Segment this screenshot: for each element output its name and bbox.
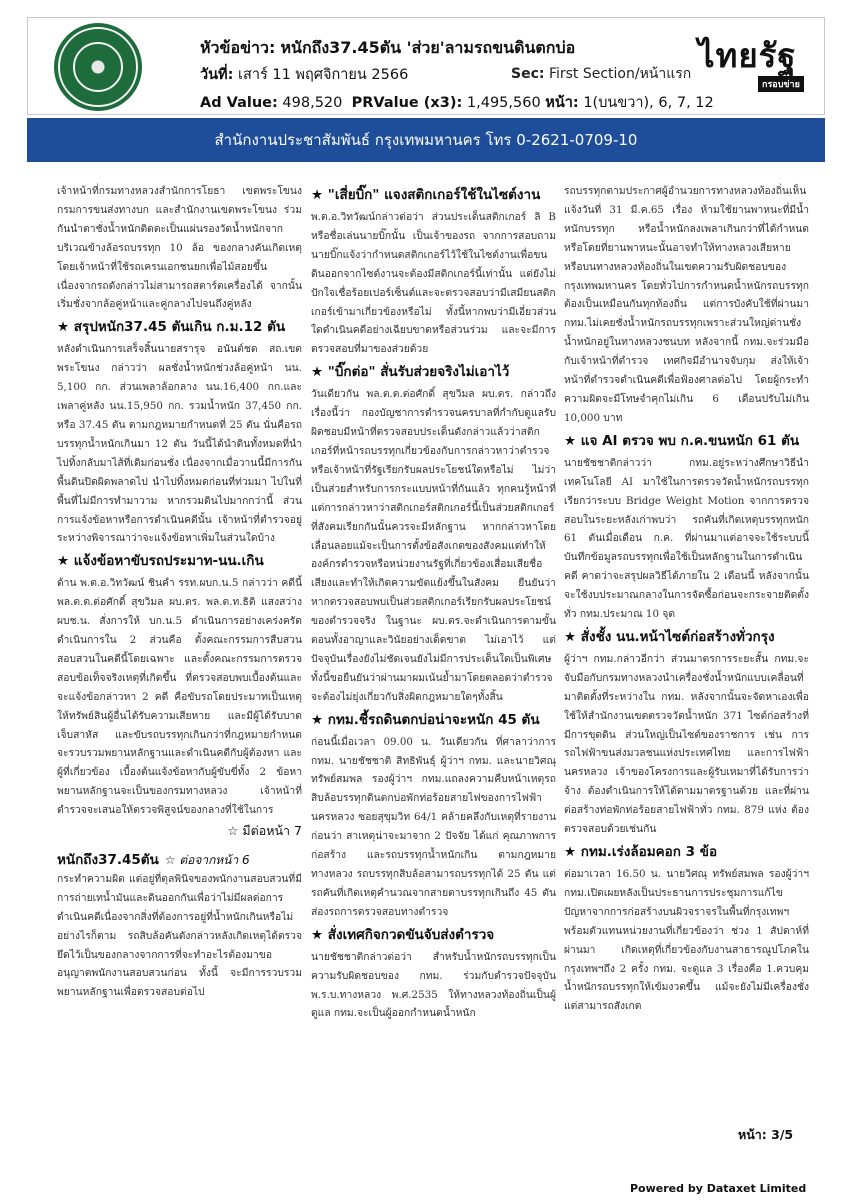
ad-value: 498,520 — [282, 95, 343, 111]
paragraph: ผู้ว่าฯ กทม.กล่าวอีกว่า ส่วนมาตรการระยะสั้น กทม.จะจับมือกับกรมทางหลวงนำเครื่องชั่งน้ำหนักแบบเคลื่อนที่มาติดตั้งที่ระหว่างใน กทม. หลังจากนั้นจะจัดหาเองเพื่อใช้ให้สำนักงานเขตตรวจวัดน้ำหนัก 371 ไซต์ก่อสร้างที่มีการขุดดิน ส่วนใหญ่เป็นไซต์ของราชการ เช่น การรถไฟฟ้าขนส่งมวลชนแห่งประเทศไทย และการไฟฟ้านครหลวง เจ้าของโครงการและผู้รับเหมาที่ได้รับการว่าจ้าง ต้องดำเนินการให้ได้ตามมาตรฐานด้วย และที่ผ่านต่อสร้างท่อพักท่อร้อยสายไฟฟ้าทั่ว กทม. 879 แห่ง ต้องตรวจสอบด้วยเช่นกัน — [564, 652, 809, 836]
article-column-2 — [311, 182, 556, 1023]
page-list: 1(บนขวา), 6, 7, 12 — [583, 95, 714, 111]
jump-heading: หนักถึง37.45ตัน ☆ ต่อจากหน้า 6 — [57, 852, 250, 868]
paragraph: ต่อมาเวลา 16.50 น. นายวิศณุ ทรัพย์สมพล รองผู้ว่าฯ กทม.เปิดเผยหลังเป็นประธานการประชุมการแก้ไขปัญหาจากการก่อสร้างบนผิวจราจรในพื้นที่กรุงเทพฯ พร้อมตัวแทนหน่วยงานที่เกี่ยวข้องว่า ช่วง 1 สัปดาห์ที่ผ่านมา เกิดเหตุที่เกี่ยวข้องกับงานสาธารณูปโภคในกรุงเทพฯถึง 2 ครั้ง กทม. จะดูแล 3 เรื่องคือ 1.ควบคุมน้ำหนักรถบรรทุกให้เข้มงวดขึ้น แม้จะยังไม่มีเครื่องชั่งแต่สามารถสังเกต — [564, 868, 809, 1013]
subheading: ★ สรุปหนัก37.45 ตันเกิน ก.ม.12 ตัน — [57, 319, 286, 336]
subheading: ★ แจ AI ตรวจ พบ ก.ค.ขนหนัก 61 ตัน — [564, 432, 800, 449]
powered-by-footer: Powered by Dataxet Limited — [630, 1182, 807, 1195]
paragraph: วันเดียวกัน พล.ต.ต.ต่อศักดิ์ สุขวิมล ผบ.ตร. กล่าวถึงเรื่องนี้ว่า กองบัญชาการตำรวจนครบาลที่กำกับดูแลรับผิดชอบมีหน้าที่ตรวจสอบประเด็นดังกล่าวแล้วว่าสติกเกอร์ที่หน้ารถบรรทุกเกี่ยวข้องกับการกล่าวหาว่าตำรวจหรือเจ้าหน้าที่รัฐเรียกรับผลประโยชน์ใดหรือไม่ ไม่ว่าเป็นส่วยสำหรับการกระแบบหน้าที่กันแล้ว ทุกคนรู้หน้าที่ แต่การกล่าวหาว่าสติกเกอร์สติกเกอร์นี้เป็นส่วยสติกเกอร์ที่สังคมเรียกกันนั้นควรจะมีหลักฐาน หากกล่าวหาโดยเลื่อนลอยแม้จะเป็นการตั้งข้อสังเกตของสังคมแต่ทำให้องค์กรตำรวจหรือหน่วยงานรัฐที่เกี่ยวข้องเสื่อมเสียชื่อเสียงและทำให้เกิดความขัดแย้งขึ้นในสังคม ยืนยันว่าหากตรวจสอบพบเป็นส่วยสติกเกอร์เรียกรับผลประโยชน์ของตำรวจจริง ในฐานะ ผบ.ตร.จะดำเนินการตามขั้นตอนทั้งอาญาและวินัยอย่างเด็ดขาด ไม่เอาไว้ แต่ปัจจุบันเรื่องยังไม่ชัดเจนยังไม่มีการประเด็นใดเป็นพิเศษ ทั้งนี้ขอยืนยันว่าผ่านมาผมเน้นย้ำมาโดยตลอดว่าตำรวจจะต้องไม่ยุ่งเกี่ยวกับสิ่งผิดกฎหมายใดๆทั้งสิ้น — [311, 388, 556, 703]
paragraph: นายชัชชาติกล่าวว่า กทม.อยู่ระหว่างศึกษาวิธีนำเทคโนโลยี AI มาใช้ในการตรวจวัดน้ำหนักรถบรรทุกเรียกว่าระบบ Bridge Weight Motion จากการตรวจสอบในระยะหลังเก่าพบว่า รถคันที่เกิดเหตุบรรทุกหนัก 61 ตันเมื่อเดือน ก.ค. ที่ผ่านมาแต่อาจจะใช้ระบบนี้บันทึกข้อมูลรถบรรทุกเพื่อใช้เป็นหลักฐานในการดำเนินคดี คาดว่าจะสรุปผลวิธีได้ภายใน 2 เดือนนี้ หลังจากนั้นจะใช้งบประมาณกลางในการจัดซื้อก่อนจะกระจายติดตั้งทั่ว กทม.ประมาณ 10 จุด — [564, 456, 809, 621]
subheading: ★ สั่งชั้ง นน.หน้าไซต์ก่อสร้างทั่วกรุง — [564, 628, 775, 645]
clipping-header — [27, 17, 825, 115]
paragraph: เจ้าหน้าที่กรมทางหลวงสำนักการโยธา เขตพระโขนง กรมการขนส่งทางบก และสำนักงานเขตพระโขนง ร่วมกันนำตาชั่งน้ำหนักติดตะเป็นแผ่นรองวัดน้ำหนักจากบริเวณข้างล้อรถบรรทุก 10 ล้อ ของกลางคันเกิดเหตุ โดยเจ้าหน้าที่ใช้รถเครนเอกชนยกเพื่อไม้สอยขึ้น เนื่องจากรถดังกล่าวไม่สามารถสตาร์ตเครื่องได้ จากนั้นเริ่มชั่งจากล้อคู่หน้าและคู่กลางไปจนถึงคู่หลัง — [57, 185, 302, 311]
office-bar: สำนักงานประชาสัมพันธ์ กรุงเทพมหานคร โทร 0-2621-0709-10 — [27, 118, 825, 162]
headline-row: หัวข้อข่าว: หนักถึง37.45ตัน 'ส่วย'ลามรถขนดินตกบ่อ — [200, 38, 576, 57]
subheading: ★ "เสี่ยบิ๊ก" แจงสติกเกอร์ใช้ในไซต์งาน — [311, 187, 541, 203]
headline: หนักถึง37.45ตัน 'ส่วย'ลามรถขนดินตกบ่อ — [280, 38, 576, 57]
paragraph: นายชัชชาติกล่าวต่อว่า สำหรับน้ำหนักรถบรรทุกเป็นความรับผิดชอบของ กทม. ร่วมกับตำรวจปัจจุบัน พ.ร.บ.ทางหลวง พ.ศ.2535 ให้ทางหลวงท้องถิ่นเป็นผู้ดูแล กทม.จะเป็นผู้ออกกำหนดน้ำหนัก — [311, 950, 556, 1020]
date-value: เสาร์ 11 พฤศจิกายน 2566 — [238, 67, 409, 83]
date-row: วันที่: เสาร์ 11 พฤศจิกายน 2566 — [200, 67, 409, 83]
paragraph: ก่อนนี้เมื่อเวลา 09.00 น. วันเดียวกัน ที่ศาลาว่าการ กทม. นายชัชชาติ สิทธิพันธุ์ ผู้ว่าฯ กทม. และนายวิศณุ ทรัพย์สมพล รองผู้ว่าฯ กทม.แถลงความคืบหน้าเหตุรถสิบล้อบรรทุกดินตกบ่อพักท่อร้อยสายไฟของการไฟฟ้านครหลวง ซอยสุขุมวิท 64/1 คล้ายคลึงกับเหตุที่รายงานก่อนว่า สาเหตุน่าจะมาจาก 2 ปัจจัย ได้แก่ คุณภาพการก่อสร้าง และรถบรรทุกน้ำหนักเกิน ตามกฎหมายทางหลวง รถบรรทุกสิบล้อสามารถบรรทุกได้ 25 ตัน แต่รถคันที่เกิดเหตุคำนวณจากสายตาบรรทุกเกินถึง 45 ตัน ส่องรถการตรวจสอบทางตำรวจ — [311, 735, 556, 918]
subheading: ★ กทม.เร่งล้อมคอก 3 ข้อ — [564, 844, 718, 860]
paragraph: รถบรรทุกตามประกาศผู้อำนวยการทางหลวงท้องถิ่นเห็นแจ้งวันที่ 31 มี.ค.65 เรื่อง ห้ามใช้ยานพาหนะที่มีน้ำหนักบรรทุก หรือน้ำหนักลงเพลาเกินกว่าที่ได้กำหนด หรือโดยที่ยานพาหนะนั้นอาจทำให้ทางหลวงเสียหายหรือบนทางหลวงท้องถิ่นในเขตความรับผิดชอบของกรุงเทพมหานคร โดยทั่วไปการกำหนดน้ำหนักรถบรรทุกต้องเป็นเหมือนกันทุกท้องถิ่น แต่การบังคับใช้ที่ผ่านมา กทม.ไม่เคยชั่งน้ำหนักรถบรรทุกเพราะส่วนใหญ่ด่านชั่งน้ำหนักอยู่ในทางหลวงชนบท หลังจากนี้ กทม.จะร่วมมือกับเจ้าหน้าที่ตำรวจ เทศกิจมีอำนาจจับกุม ส่งให้เจ้าหน้าที่ตำรวจดำเนินคดีเพื่อฟ้องศาลต่อไป โดยผู้กระทำความผิดจะมีโทษจำคุกไม่เกิน 6 เดือนปรับไม่เกิน 10,000 บาท — [564, 185, 809, 424]
seal-logo — [54, 23, 142, 111]
value-row: Ad Value: 498,520 PRValue (x3): 1,495,560 หน้า: 1(บนขวา), 6, 7, 12 — [200, 95, 714, 111]
paragraph: พ.ต.อ.วิทวัฒน์กล่าวต่อว่า ส่วนประเด็นสติกเกอร์ ลิ B หรือชื่อเล่นนายบิ๊กนั้น เป็นเจ้าของรถ จากการสอบถามนายบิ๊กแจ้งว่ากำหนดสติกเกอร์ไว้ใช้ในไซต์งานเพื่อขนดินออกจากไซต์งานจะต้องมีสติกเกอร์นี้เท่านั้น แต่ยังไม่ปักใจเชื่อร้อยเปอร์เซ็นต์และจะตรวจสอบว่ามีเสมียนสติกเกอร์เข้ามาเกี่ยวข้องหรือไม่ ทั้งนี้หากพบว่ามีเอี่ยวส่วนใดดำเนินคดีอย่างเฉียบขาดหรือส่วนร่วม และจะมีการตรวจสอบที่มาของส่วยด้วย — [311, 211, 556, 356]
section-value: First Section/หน้าแรก — [548, 66, 692, 82]
article-column-1 — [57, 182, 302, 1002]
paragraph: หลังดำเนินการเสร็จสิ้นนายสรารุจ อนันต์ชด สถ.เขตพระโขนง กล่าวว่า ผลชั่งน้ำหนักช่วงล้อคู่หน้า นน. 5,100 กก. ส่วนเพลาล้อกลาง นน.16,400 กก.และเพลาคู่หลัง นน.15,950 กก. รวมน้ำหนัก 37,450 กก. หรือ 37.45 ตัน ตามกฎหมายกำหนดที่ 25 ตัน นั่นคือรถบรรทุกน้ำหนักเกินมา 12 ตัน วันนี้ได้นำดินทั้งหมดที่นำไปทิ้งกลับมาไส้ที่เดิมก่อนชั่ง เนื่องจากเมื่อวานนี้มีการกันพื้นดินปิดผิดพลาดไป นำไปทิ้งหมดก่อนที่ท่วมมา ไปในที่พื้นที่ไม่มีการทำมาวาม หากรวมดินไปมากกว่านี้ ส่วนการแจ้งข้อหาหรือการดำเนินคดีนั้น เจ้าหน้าที่ตำรวจอยู่ระหว่างพิจารณาว่าจะแจ้งข้อหาเพิ่มในส่วนใดบ้าง — [57, 343, 302, 545]
page-number: หน้า: 3/5 — [738, 1127, 794, 1142]
pr-value: 1,495,560 — [466, 95, 541, 111]
subheading: ★ กทม.ชี้รถดินตกบ่อน่าจะหนัก 45 ตัน — [311, 711, 540, 728]
paragraph: ด้าน พ.ต.อ.วิทวัฒน์ ชินคำ รรท.ผบก.น.5 กล่าวว่า คดีนี้ พล.ต.ต.ต่อศักดิ์ สุขวิมล ผบ.ตร. พล.ต.ท.ธิติ แสงสว่าง ผบช.น. สั่งการให้ บก.น.5 ดำเนินการอย่างเคร่งครัด ดำเนินการใน 2 ส่วนคือ ตั้งคณะกรรมการสืบสวนสอบสวนในคดีนี้โดยเฉพาะ และตั้งคณะกรรมการตรวจสอบข้อเท็จจริงเหตุที่เกิดขึ้น ที่ตรวจสอบพบเบื้องต้นและจะแจ้งข้อกล่าวหา 2 คดี คือขับรถโดยประมาทเป็นเหตุให้ทรัพย์สินผู้อื่นได้รับความเสียหาย และมีผู้ได้รับบาดเจ็บสาหัส และขับรถบรรทุกเกินกว่าที่กฎหมายกำหนด จะรวบรวมพยานหลักฐานและดำเนินคดีกับผู้ต้องหา และผู้ที่เกี่ยวข้อง เบื้องต้นแจ้งข้อหากับผู้ขับขี่ทั้ง 2 ข้อหา พยานหลักฐานจะเป็นของกรมทางหลวง เจ้าหน้าที่ตำรวจจะเสนอให้ตรวจพิสูจน์ของกลางที่ใช้ในการ — [57, 577, 302, 817]
section-row: Sec: First Section/หน้าแรก — [511, 66, 692, 82]
subheading: ★ แจ้งข้อหาขับรถประมาท-นน.เกิน — [57, 553, 264, 570]
subheading: ★ "บิ๊กต่อ" สั่นรับส่วยจริงไม่เอาไว้ — [311, 364, 510, 381]
paragraph: กระทำความผิด แต่อยู่ที่ตุลพินิจของพนักงานสอบสวนที่มีการถ่ายเทน้ำมันและดินออกกันเพื่อว่าไม่มีผลต่อการดำเนินคดีเนื่องจากสิ่งที่ต้องการอยู่ที่น้ำหนักเกินหรือไม่ อย่างไรก็ตาม รถสิบล้อคันดังกล่าวหลังเกิดเหตุได้ตรวจยึดไว้เป็นของกลางจากการที่จะทำอะไรต้องมาขออนุญาตพนักงานสอบสวนก่อน ทั้งนี้ จะมีการรวบรวมพยานหลักฐานเพื่อตรวจสอบต่อไป — [57, 872, 302, 999]
thairath-logo: ไทยรัฐ กรอบข่าย — [698, 38, 808, 74]
subheading: ★ สั่งเทศกิจกวดขันจับส่งตำรวจ — [311, 926, 495, 943]
continued-label: ☆ มีต่อหน้า 7 — [227, 823, 302, 839]
article-column-3 — [564, 182, 809, 1016]
